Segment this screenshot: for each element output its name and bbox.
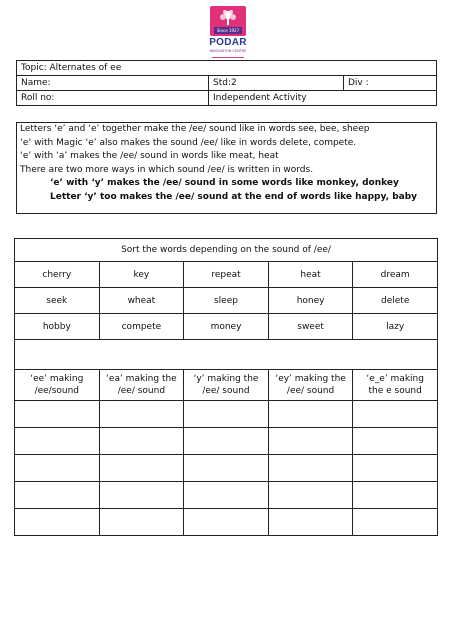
answer-cell[interactable]	[15, 428, 100, 455]
instruction-line: Letters ‘e’ and ‘e’ together make the /ee/ sound like in words see, bee, sheep	[20, 124, 370, 134]
answer-cell[interactable]	[184, 482, 269, 509]
word-row	[15, 314, 438, 340]
answer-cell[interactable]	[99, 509, 184, 536]
answer-cell[interactable]	[353, 509, 438, 536]
answer-row	[15, 401, 438, 428]
word-cell: wheat	[99, 288, 184, 314]
word-cell: seek	[15, 288, 100, 314]
answer-cell[interactable]	[268, 509, 353, 536]
spacer-row	[15, 340, 438, 370]
category-header-line: /ee/sound	[34, 386, 80, 396]
answer-cell[interactable]	[268, 455, 353, 482]
word-cell: honey	[268, 288, 353, 314]
answer-cell[interactable]	[99, 482, 184, 509]
category-header	[15, 370, 100, 401]
topic-cell: Topic: Alternates of ee	[17, 61, 437, 76]
answer-cell[interactable]	[15, 482, 100, 509]
sort-heading: Sort the words depending on the sound of /ee/	[15, 239, 438, 262]
word-cell: cherry	[15, 262, 100, 288]
answer-cell[interactable]	[15, 455, 100, 482]
word-row	[15, 262, 438, 288]
topic-row	[17, 61, 437, 76]
instruction-bold-line: Letter ‘y’ too makes the /ee/ sound at the end of words like happy, baby	[50, 191, 418, 202]
word-cell: delete	[353, 288, 438, 314]
logo-tagline: INNOVATION CENTRE	[209, 49, 247, 53]
category-header	[99, 370, 184, 401]
word-cell: lazy	[353, 314, 438, 340]
word-cell: sweet	[268, 314, 353, 340]
answer-cell[interactable]	[184, 401, 269, 428]
word-row	[15, 288, 438, 314]
podar-logo	[206, 6, 250, 60]
category-header-line: the e sound	[368, 386, 422, 396]
category-header-line: /ee/ sound	[117, 386, 166, 396]
roll-row	[17, 91, 437, 106]
answer-row	[15, 509, 438, 536]
activity-label: Independent Activity	[209, 91, 437, 106]
answer-cell[interactable]	[99, 455, 184, 482]
instruction-line: ‘e’ with Magic ‘e’ also makes the sound /ee/ like in words delete, compete.	[20, 137, 357, 148]
category-header	[184, 370, 269, 401]
word-cell: heat	[268, 262, 353, 288]
answer-cell[interactable]	[353, 401, 438, 428]
logo-name: PODAR	[209, 37, 247, 48]
word-cell: sleep	[184, 288, 269, 314]
name-row	[17, 76, 437, 91]
answer-cell[interactable]	[184, 428, 269, 455]
word-cell: money	[184, 314, 269, 340]
category-header-row	[15, 370, 438, 401]
sorting-table	[14, 238, 438, 536]
answer-cell[interactable]	[15, 401, 100, 428]
answer-cell[interactable]	[184, 455, 269, 482]
answer-cell[interactable]	[184, 509, 269, 536]
logo-since: Since 1927	[214, 27, 242, 34]
answer-cell[interactable]	[268, 482, 353, 509]
instruction-bold-line: ‘e’ with ‘y’ makes the /ee/ sound in some words like monkey, donkey	[50, 178, 399, 188]
spacer-cell	[15, 340, 438, 370]
category-header-line: ‘ea’ making the	[106, 374, 177, 384]
word-cell: dream	[353, 262, 438, 288]
std-field: Std:2	[209, 76, 344, 91]
category-header	[353, 370, 438, 401]
tree-icon	[218, 9, 238, 25]
word-cell: repeat	[184, 262, 269, 288]
instruction-line: ‘e’ with ‘a’ makes the /ee/ sound in words like meat, heat	[20, 151, 279, 161]
answer-cell[interactable]	[353, 428, 438, 455]
instruction-line: There are two more ways in which sound /ee/ is written in words.	[20, 164, 314, 175]
instructions-box	[16, 122, 437, 214]
answer-cell[interactable]	[353, 482, 438, 509]
word-cell: hobby	[15, 314, 100, 340]
answer-cell[interactable]	[15, 509, 100, 536]
logo-underline	[212, 57, 244, 58]
answer-cell[interactable]	[99, 401, 184, 428]
category-header-line: ‘ey’ making the	[275, 374, 346, 384]
category-header-line: ‘ee’ making	[30, 374, 84, 384]
answer-row	[15, 455, 438, 482]
answer-cell[interactable]	[99, 428, 184, 455]
sort-heading-row	[15, 239, 438, 262]
word-cell: key	[99, 262, 184, 288]
answer-row	[15, 428, 438, 455]
answer-cell[interactable]	[353, 455, 438, 482]
category-header-line: ‘e_e’ making	[366, 374, 424, 384]
category-header-line: /ee/ sound	[202, 386, 250, 396]
student-info-table	[16, 60, 437, 106]
category-header-line: ‘y’ making the	[193, 374, 259, 384]
word-cell: compete	[99, 314, 184, 340]
roll-field[interactable]: Roll no:	[17, 91, 209, 106]
answer-cell[interactable]	[268, 428, 353, 455]
logo-emblem	[210, 6, 246, 36]
category-header	[268, 370, 353, 401]
name-field[interactable]: Name:	[17, 76, 209, 91]
category-header-line: /ee/ sound	[286, 386, 335, 396]
div-field[interactable]: Div :	[344, 76, 437, 91]
answer-cell[interactable]	[268, 401, 353, 428]
answer-row	[15, 482, 438, 509]
